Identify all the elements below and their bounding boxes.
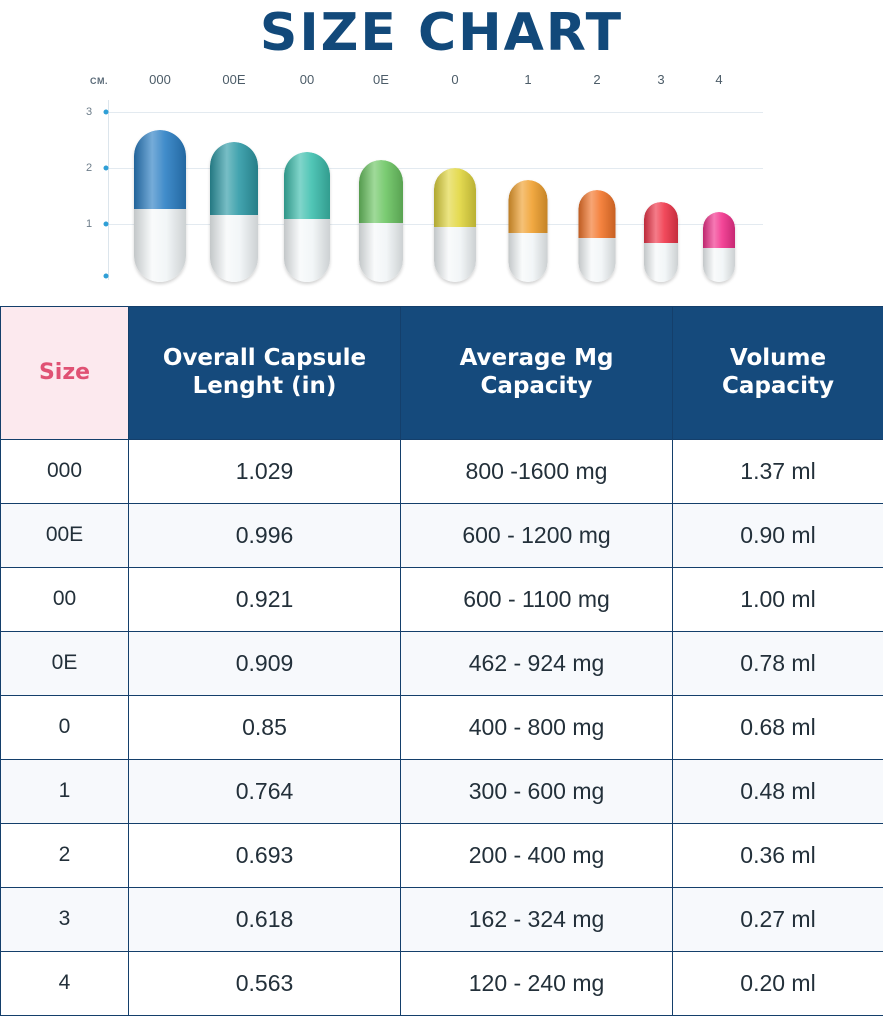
table-row [1,951,883,1015]
cell-volume-capacity: 0.36 ml [673,823,883,887]
cell-size: 00E [1,503,129,567]
column-label-0: 0 [451,71,459,87]
capsule-cap-00 [284,152,330,220]
capsule-cap-000 [134,130,186,209]
capsule-2 [579,190,616,282]
cell-size: 1 [1,759,129,823]
capsule-cap-2 [579,190,616,238]
diagram-column-labels [0,72,883,92]
column-label-1: 1 [524,71,532,87]
cell-size: 2 [1,823,129,887]
capsule-body-1 [509,233,548,282]
table-row [1,823,883,887]
table-row [1,503,883,567]
capsule-cap-0E [359,160,403,223]
cell-mg-capacity: 200 - 400 mg [401,823,673,887]
cell-volume-capacity: 0.90 ml [673,503,883,567]
cell-volume-capacity: 0.68 ml [673,695,883,759]
capsule-body-0E [359,223,403,282]
capsule-000 [134,130,186,282]
capsule-0E [359,160,403,282]
cell-size: 0E [1,631,129,695]
capsule-cap-3 [644,202,678,244]
cell-size: 0 [1,695,129,759]
cell-mg-capacity: 300 - 600 mg [401,759,673,823]
cell-volume-capacity: 0.48 ml [673,759,883,823]
capsule-00 [284,152,330,282]
table-row [1,631,883,695]
column-label-2: 2 [593,71,601,87]
table-body [1,439,883,1015]
column-label-0E: 0E [373,71,389,87]
table-header [1,306,883,439]
cell-length: 0.563 [129,951,401,1015]
unit-label: CM. [90,75,108,86]
cell-mg-capacity: 462 - 924 mg [401,631,673,695]
cell-mg-capacity: 120 - 240 mg [401,951,673,1015]
capsule-body-00E [210,215,258,282]
cell-length: 0.693 [129,823,401,887]
y-tick-1: 1 [86,217,93,230]
table-row [1,439,883,503]
capsule-cap-1 [509,180,548,233]
cell-volume-capacity: 0.78 ml [673,631,883,695]
cell-volume-capacity: 1.37 ml [673,439,883,503]
column-label-00: 00 [299,71,315,87]
capsule-4 [703,212,735,282]
capsule-cap-00E [210,142,258,215]
capsule-body-000 [134,209,186,282]
cell-size: 00 [1,567,129,631]
cell-size: 000 [1,439,129,503]
cell-length: 0.764 [129,759,401,823]
cell-length: 1.029 [129,439,401,503]
cell-length: 0.85 [129,695,401,759]
column-header-volume-capacity: Volume Capacity [673,306,883,439]
capsule-00E [210,142,258,282]
cell-size: 3 [1,887,129,951]
capsule-body-2 [579,238,616,282]
table-row [1,759,883,823]
cell-mg-capacity: 162 - 324 mg [401,887,673,951]
table-row [1,887,883,951]
size-table-wrap [0,306,883,1024]
capsule-illustrations [0,100,883,282]
y-tick-3: 3 [86,105,93,118]
capsule-body-00 [284,219,330,281]
cell-mg-capacity: 400 - 800 mg [401,695,673,759]
table-row [1,567,883,631]
size-table [0,306,883,1016]
capsule-cap-0 [434,168,476,227]
cell-volume-capacity: 0.20 ml [673,951,883,1015]
cell-length: 0.909 [129,631,401,695]
cell-length: 0.996 [129,503,401,567]
capsule-1 [509,180,548,282]
page-title: SIZE CHART [259,3,624,63]
capsule-body-3 [644,243,678,281]
capsule-cap-4 [703,212,735,248]
capsule-3 [644,202,678,282]
cell-volume-capacity: 0.27 ml [673,887,883,951]
column-header-size: Size [1,306,129,439]
column-header-length: Overall Capsule Lenght (in) [129,306,401,439]
column-label-00E: 00E [222,71,246,87]
cell-length: 0.921 [129,567,401,631]
cell-volume-capacity: 1.00 ml [673,567,883,631]
table-header-row [1,306,883,439]
cell-length: 0.618 [129,887,401,951]
y-tick-2: 2 [86,161,93,174]
column-label-000: 000 [149,71,171,87]
capsule-body-4 [703,248,735,282]
capsule-0 [434,168,476,282]
cell-size: 4 [1,951,129,1015]
column-header-mg-capacity: Average Mg Capacity [401,306,673,439]
capsule-body-0 [434,227,476,282]
table-row [1,695,883,759]
cell-mg-capacity: 800 -1600 mg [401,439,673,503]
capsule-size-diagram [0,72,883,302]
cell-mg-capacity: 600 - 1200 mg [401,503,673,567]
column-label-3: 3 [657,71,665,87]
column-label-4: 4 [715,71,723,87]
cell-mg-capacity: 600 - 1100 mg [401,567,673,631]
